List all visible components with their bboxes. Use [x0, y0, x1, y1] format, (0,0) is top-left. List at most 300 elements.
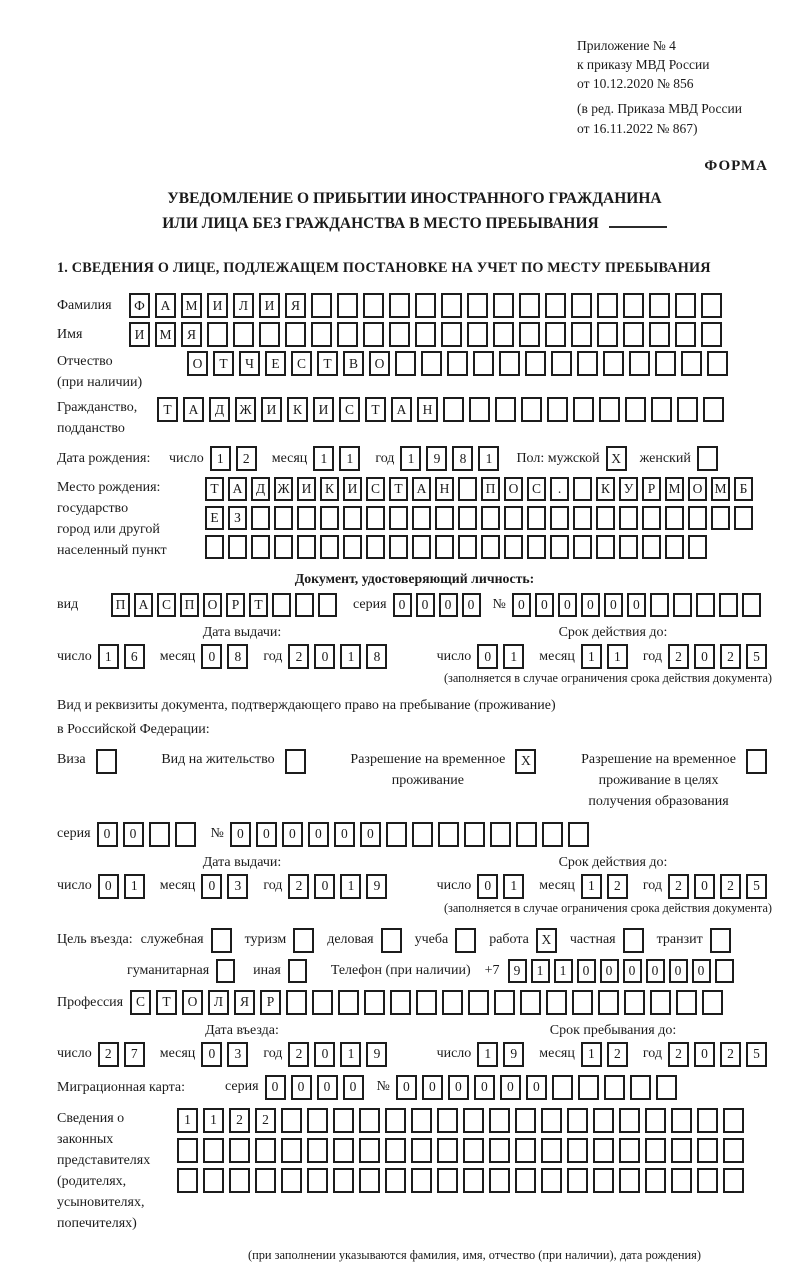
form-cell[interactable]	[651, 397, 672, 422]
form-cell[interactable]	[320, 535, 339, 559]
form-cell[interactable]: 7	[124, 1042, 145, 1067]
form-cell[interactable]	[688, 506, 707, 530]
form-cell[interactable]	[649, 322, 670, 347]
form-cell[interactable]	[596, 506, 615, 530]
form-cell[interactable]: 0	[694, 1042, 715, 1067]
form-cell[interactable]: 0	[282, 822, 303, 847]
form-cell[interactable]	[441, 322, 462, 347]
form-cell[interactable]	[359, 1108, 380, 1133]
form-cell[interactable]: П	[481, 477, 500, 501]
form-cell[interactable]	[697, 1108, 718, 1133]
form-cell[interactable]: 0	[201, 874, 222, 899]
form-cell[interactable]	[412, 506, 431, 530]
form-cell[interactable]: И	[343, 477, 362, 501]
form-cell[interactable]: К	[287, 397, 308, 422]
form-cell[interactable]	[203, 1138, 224, 1163]
form-cell[interactable]	[603, 351, 624, 376]
form-cell[interactable]: 0	[577, 959, 596, 983]
form-cell[interactable]	[489, 1138, 510, 1163]
form-cell[interactable]: Л	[208, 990, 229, 1015]
form-cell[interactable]	[655, 351, 676, 376]
form-cell[interactable]	[701, 293, 722, 318]
form-cell[interactable]	[255, 1138, 276, 1163]
form-cell[interactable]: 5	[746, 874, 767, 899]
form-cell[interactable]	[671, 1138, 692, 1163]
form-cell[interactable]	[723, 1168, 744, 1193]
form-cell[interactable]	[742, 593, 761, 617]
form-cell[interactable]: 2	[668, 874, 689, 899]
form-cell[interactable]: 0	[604, 593, 623, 617]
form-cell[interactable]	[337, 293, 358, 318]
form-cell[interactable]: 1	[581, 644, 602, 669]
form-cell[interactable]	[515, 1138, 536, 1163]
form-cell[interactable]: 9	[366, 874, 387, 899]
form-cell[interactable]	[297, 506, 316, 530]
form-cell[interactable]	[573, 477, 592, 501]
form-cell[interactable]	[623, 293, 644, 318]
form-cell[interactable]	[389, 506, 408, 530]
form-cell[interactable]	[464, 822, 485, 847]
form-cell[interactable]	[337, 322, 358, 347]
form-cell[interactable]: 0	[694, 874, 715, 899]
form-cell[interactable]: М	[181, 293, 202, 318]
form-cell[interactable]	[645, 1168, 666, 1193]
form-cell[interactable]	[416, 990, 437, 1015]
form-cell[interactable]	[696, 593, 715, 617]
form-cell[interactable]	[395, 351, 416, 376]
form-cell[interactable]	[229, 1138, 250, 1163]
form-cell[interactable]	[604, 1075, 625, 1100]
form-cell[interactable]: С	[366, 477, 385, 501]
form-cell[interactable]	[295, 593, 314, 617]
form-cell[interactable]: 9	[503, 1042, 524, 1067]
form-cell[interactable]: 2	[668, 644, 689, 669]
form-cell[interactable]	[541, 1168, 562, 1193]
form-cell[interactable]	[421, 351, 442, 376]
form-cell[interactable]: Т	[365, 397, 386, 422]
form-cell[interactable]: С	[339, 397, 360, 422]
form-cell[interactable]	[359, 1138, 380, 1163]
form-cell[interactable]: Т	[157, 397, 178, 422]
form-cell[interactable]: Д	[251, 477, 270, 501]
form-cell[interactable]	[481, 535, 500, 559]
form-cell[interactable]: 1	[581, 874, 602, 899]
form-cell[interactable]: 0	[317, 1075, 338, 1100]
form-cell[interactable]: X	[536, 928, 557, 953]
form-cell[interactable]	[642, 535, 661, 559]
form-cell[interactable]	[703, 397, 724, 422]
form-cell[interactable]	[619, 535, 638, 559]
form-cell[interactable]: 0	[535, 593, 554, 617]
form-cell[interactable]: Р	[226, 593, 245, 617]
form-cell[interactable]: X	[606, 446, 627, 471]
form-cell[interactable]	[467, 322, 488, 347]
form-cell[interactable]: 0	[600, 959, 619, 983]
form-cell[interactable]: 0	[343, 1075, 364, 1100]
form-cell[interactable]	[642, 506, 661, 530]
form-cell[interactable]: 0	[396, 1075, 417, 1100]
form-cell[interactable]: 2	[720, 1042, 741, 1067]
form-cell[interactable]: 9	[366, 1042, 387, 1067]
form-cell[interactable]	[527, 535, 546, 559]
form-cell[interactable]: 2	[288, 644, 309, 669]
form-cell[interactable]	[521, 397, 542, 422]
form-cell[interactable]: 2	[288, 874, 309, 899]
form-cell[interactable]	[311, 322, 332, 347]
form-cell[interactable]	[307, 1138, 328, 1163]
form-cell[interactable]	[671, 1168, 692, 1193]
form-cell[interactable]	[515, 1108, 536, 1133]
form-cell[interactable]	[573, 506, 592, 530]
form-cell[interactable]: 2	[98, 1042, 119, 1067]
form-cell[interactable]: 5	[746, 1042, 767, 1067]
form-cell[interactable]	[463, 1168, 484, 1193]
form-cell[interactable]	[411, 1108, 432, 1133]
form-cell[interactable]: 9	[508, 959, 527, 983]
form-cell[interactable]: Т	[205, 477, 224, 501]
form-cell[interactable]	[578, 1075, 599, 1100]
form-cell[interactable]	[149, 822, 170, 847]
form-cell[interactable]	[389, 322, 410, 347]
form-cell[interactable]	[389, 535, 408, 559]
form-cell[interactable]: 0	[694, 644, 715, 669]
form-cell[interactable]	[228, 535, 247, 559]
form-cell[interactable]: 1	[581, 1042, 602, 1067]
form-cell[interactable]: 0	[512, 593, 531, 617]
form-cell[interactable]	[411, 1138, 432, 1163]
form-cell[interactable]: В	[343, 351, 364, 376]
form-cell[interactable]: 2	[288, 1042, 309, 1067]
form-cell[interactable]	[625, 397, 646, 422]
form-cell[interactable]	[469, 397, 490, 422]
form-cell[interactable]: 0	[314, 1042, 335, 1067]
form-cell[interactable]: Ж	[235, 397, 256, 422]
form-cell[interactable]	[281, 1108, 302, 1133]
form-cell[interactable]	[645, 1138, 666, 1163]
form-cell[interactable]	[515, 1168, 536, 1193]
form-cell[interactable]	[468, 990, 489, 1015]
form-cell[interactable]	[650, 990, 671, 1015]
form-cell[interactable]	[364, 990, 385, 1015]
form-cell[interactable]	[630, 1075, 651, 1100]
form-cell[interactable]: 0	[256, 822, 277, 847]
form-cell[interactable]	[573, 535, 592, 559]
form-cell[interactable]	[307, 1108, 328, 1133]
form-cell[interactable]	[489, 1168, 510, 1193]
form-cell[interactable]	[455, 928, 476, 953]
form-cell[interactable]	[719, 593, 738, 617]
form-cell[interactable]: 0	[669, 959, 688, 983]
form-cell[interactable]: 2	[720, 874, 741, 899]
form-cell[interactable]	[463, 1138, 484, 1163]
form-cell[interactable]: 2	[607, 874, 628, 899]
form-cell[interactable]: Д	[209, 397, 230, 422]
form-cell[interactable]: Т	[249, 593, 268, 617]
form-cell[interactable]: Т	[156, 990, 177, 1015]
form-cell[interactable]: Я	[234, 990, 255, 1015]
form-cell[interactable]	[437, 1168, 458, 1193]
form-cell[interactable]: Т	[213, 351, 234, 376]
form-cell[interactable]: Е	[265, 351, 286, 376]
form-cell[interactable]	[473, 351, 494, 376]
form-cell[interactable]: Т	[389, 477, 408, 501]
form-cell[interactable]	[297, 535, 316, 559]
form-cell[interactable]: 0	[308, 822, 329, 847]
form-cell[interactable]: О	[369, 351, 390, 376]
form-cell[interactable]	[499, 351, 520, 376]
form-cell[interactable]: А	[134, 593, 153, 617]
form-cell[interactable]: 0	[314, 644, 335, 669]
form-cell[interactable]	[520, 990, 541, 1015]
form-cell[interactable]	[311, 293, 332, 318]
form-cell[interactable]	[723, 1138, 744, 1163]
form-cell[interactable]: 8	[452, 446, 473, 471]
form-cell[interactable]	[251, 506, 270, 530]
form-cell[interactable]	[381, 928, 402, 953]
form-cell[interactable]: 6	[124, 644, 145, 669]
form-cell[interactable]: 2	[236, 446, 257, 471]
form-cell[interactable]: К	[596, 477, 615, 501]
form-cell[interactable]: 0	[462, 593, 481, 617]
form-cell[interactable]	[285, 322, 306, 347]
form-cell[interactable]: 3	[227, 874, 248, 899]
form-cell[interactable]: 0	[623, 959, 642, 983]
form-cell[interactable]	[504, 506, 523, 530]
form-cell[interactable]	[96, 749, 117, 774]
form-cell[interactable]: 9	[426, 446, 447, 471]
form-cell[interactable]: А	[183, 397, 204, 422]
form-cell[interactable]: 1	[607, 644, 628, 669]
form-cell[interactable]	[710, 928, 731, 953]
form-cell[interactable]: 0	[526, 1075, 547, 1100]
form-cell[interactable]	[307, 1168, 328, 1193]
form-cell[interactable]	[333, 1108, 354, 1133]
form-cell[interactable]	[624, 990, 645, 1015]
form-cell[interactable]	[681, 351, 702, 376]
form-cell[interactable]	[467, 293, 488, 318]
form-cell[interactable]	[673, 593, 692, 617]
form-cell[interactable]: О	[504, 477, 523, 501]
form-cell[interactable]: 0	[558, 593, 577, 617]
form-cell[interactable]	[702, 990, 723, 1015]
form-cell[interactable]	[489, 1108, 510, 1133]
form-cell[interactable]	[458, 506, 477, 530]
form-cell[interactable]: .	[550, 477, 569, 501]
form-cell[interactable]: 1	[400, 446, 421, 471]
form-cell[interactable]	[385, 1168, 406, 1193]
form-cell[interactable]: 0	[201, 644, 222, 669]
form-cell[interactable]	[435, 535, 454, 559]
form-cell[interactable]	[551, 351, 572, 376]
form-cell[interactable]	[412, 535, 431, 559]
form-cell[interactable]	[493, 293, 514, 318]
form-cell[interactable]	[550, 506, 569, 530]
form-cell[interactable]: Т	[317, 351, 338, 376]
form-cell[interactable]	[229, 1168, 250, 1193]
form-cell[interactable]: 0	[393, 593, 412, 617]
form-cell[interactable]	[552, 1075, 573, 1100]
form-cell[interactable]	[567, 1168, 588, 1193]
form-cell[interactable]: 8	[227, 644, 248, 669]
form-cell[interactable]: 0	[439, 593, 458, 617]
form-cell[interactable]: 2	[668, 1042, 689, 1067]
form-cell[interactable]: П	[111, 593, 130, 617]
form-cell[interactable]	[676, 990, 697, 1015]
form-cell[interactable]: 1	[531, 959, 550, 983]
form-cell[interactable]	[599, 397, 620, 422]
form-cell[interactable]	[389, 293, 410, 318]
form-cell[interactable]	[272, 593, 291, 617]
form-cell[interactable]: М	[155, 322, 176, 347]
form-cell[interactable]: М	[711, 477, 730, 501]
form-cell[interactable]	[447, 351, 468, 376]
form-cell[interactable]: А	[228, 477, 247, 501]
form-cell[interactable]: Ч	[239, 351, 260, 376]
form-cell[interactable]	[216, 959, 235, 983]
form-cell[interactable]	[285, 749, 306, 774]
form-cell[interactable]: 0	[416, 593, 435, 617]
form-cell[interactable]: О	[688, 477, 707, 501]
form-cell[interactable]: Б	[734, 477, 753, 501]
form-cell[interactable]: О	[203, 593, 222, 617]
form-cell[interactable]: 1	[503, 874, 524, 899]
form-cell[interactable]: С	[291, 351, 312, 376]
form-cell[interactable]	[385, 1138, 406, 1163]
form-cell[interactable]: 1	[554, 959, 573, 983]
form-cell[interactable]: С	[157, 593, 176, 617]
form-cell[interactable]: 1	[313, 446, 334, 471]
form-cell[interactable]	[675, 293, 696, 318]
form-cell[interactable]	[286, 990, 307, 1015]
form-cell[interactable]	[207, 322, 228, 347]
form-cell[interactable]	[463, 1108, 484, 1133]
form-cell[interactable]	[746, 749, 767, 774]
form-cell[interactable]	[665, 535, 684, 559]
form-cell[interactable]: 0	[291, 1075, 312, 1100]
form-cell[interactable]	[255, 1168, 276, 1193]
form-cell[interactable]	[645, 1108, 666, 1133]
form-cell[interactable]	[677, 397, 698, 422]
form-cell[interactable]: Р	[260, 990, 281, 1015]
form-cell[interactable]: 1	[340, 874, 361, 899]
form-cell[interactable]: 1	[98, 644, 119, 669]
form-cell[interactable]: И	[261, 397, 282, 422]
form-cell[interactable]	[649, 293, 670, 318]
form-cell[interactable]	[293, 928, 314, 953]
form-cell[interactable]: С	[130, 990, 151, 1015]
form-cell[interactable]	[671, 1108, 692, 1133]
form-cell[interactable]: К	[320, 477, 339, 501]
form-cell[interactable]: 2	[229, 1108, 250, 1133]
form-cell[interactable]: С	[527, 477, 546, 501]
form-cell[interactable]: 1	[340, 1042, 361, 1067]
form-cell[interactable]	[550, 535, 569, 559]
form-cell[interactable]	[596, 535, 615, 559]
form-cell[interactable]	[697, 446, 718, 471]
form-cell[interactable]	[385, 1108, 406, 1133]
form-cell[interactable]: 0	[474, 1075, 495, 1100]
form-cell[interactable]: А	[391, 397, 412, 422]
form-cell[interactable]	[259, 322, 280, 347]
form-cell[interactable]: 1	[339, 446, 360, 471]
form-cell[interactable]	[343, 506, 362, 530]
form-cell[interactable]: Ф	[129, 293, 150, 318]
form-cell[interactable]	[572, 990, 593, 1015]
form-cell[interactable]: З	[228, 506, 247, 530]
form-cell[interactable]	[412, 822, 433, 847]
form-cell[interactable]	[177, 1168, 198, 1193]
form-cell[interactable]	[547, 397, 568, 422]
form-cell[interactable]: 0	[97, 822, 118, 847]
form-cell[interactable]: 1	[478, 446, 499, 471]
form-cell[interactable]: Н	[435, 477, 454, 501]
form-cell[interactable]	[593, 1108, 614, 1133]
form-cell[interactable]: 1	[503, 644, 524, 669]
form-cell[interactable]	[734, 506, 753, 530]
form-cell[interactable]	[542, 822, 563, 847]
form-cell[interactable]: Я	[181, 322, 202, 347]
form-cell[interactable]	[333, 1138, 354, 1163]
form-cell[interactable]: 1	[477, 1042, 498, 1067]
form-cell[interactable]	[593, 1168, 614, 1193]
form-cell[interactable]	[711, 506, 730, 530]
form-cell[interactable]	[415, 293, 436, 318]
form-cell[interactable]	[386, 822, 407, 847]
form-cell[interactable]	[318, 593, 337, 617]
form-cell[interactable]: 5	[746, 644, 767, 669]
form-cell[interactable]	[338, 990, 359, 1015]
form-cell[interactable]	[437, 1138, 458, 1163]
form-cell[interactable]: П	[180, 593, 199, 617]
form-cell[interactable]: Р	[642, 477, 661, 501]
form-cell[interactable]	[363, 293, 384, 318]
form-cell[interactable]: 0	[477, 644, 498, 669]
form-cell[interactable]	[175, 822, 196, 847]
form-cell[interactable]: И	[313, 397, 334, 422]
form-cell[interactable]	[527, 506, 546, 530]
form-cell[interactable]: 0	[230, 822, 251, 847]
form-cell[interactable]: 2	[607, 1042, 628, 1067]
form-cell[interactable]	[435, 506, 454, 530]
form-cell[interactable]	[443, 397, 464, 422]
form-cell[interactable]: Е	[205, 506, 224, 530]
form-cell[interactable]: 1	[124, 874, 145, 899]
form-cell[interactable]: И	[207, 293, 228, 318]
form-cell[interactable]	[623, 928, 644, 953]
form-cell[interactable]: 0	[422, 1075, 443, 1100]
form-cell[interactable]	[525, 351, 546, 376]
form-cell[interactable]	[203, 1168, 224, 1193]
form-cell[interactable]	[619, 1138, 640, 1163]
form-cell[interactable]	[619, 1108, 640, 1133]
form-cell[interactable]	[390, 990, 411, 1015]
form-cell[interactable]	[320, 506, 339, 530]
form-cell[interactable]	[567, 1138, 588, 1163]
form-cell[interactable]: И	[297, 477, 316, 501]
form-cell[interactable]	[723, 1108, 744, 1133]
form-cell[interactable]: И	[259, 293, 280, 318]
form-cell[interactable]: X	[515, 749, 536, 774]
form-cell[interactable]: 0	[265, 1075, 286, 1100]
form-cell[interactable]: 0	[98, 874, 119, 899]
form-cell[interactable]	[619, 1168, 640, 1193]
form-cell[interactable]	[597, 293, 618, 318]
form-cell[interactable]	[288, 959, 307, 983]
form-cell[interactable]	[697, 1138, 718, 1163]
form-cell[interactable]: Ж	[274, 477, 293, 501]
form-cell[interactable]	[333, 1168, 354, 1193]
form-cell[interactable]: 0	[627, 593, 646, 617]
